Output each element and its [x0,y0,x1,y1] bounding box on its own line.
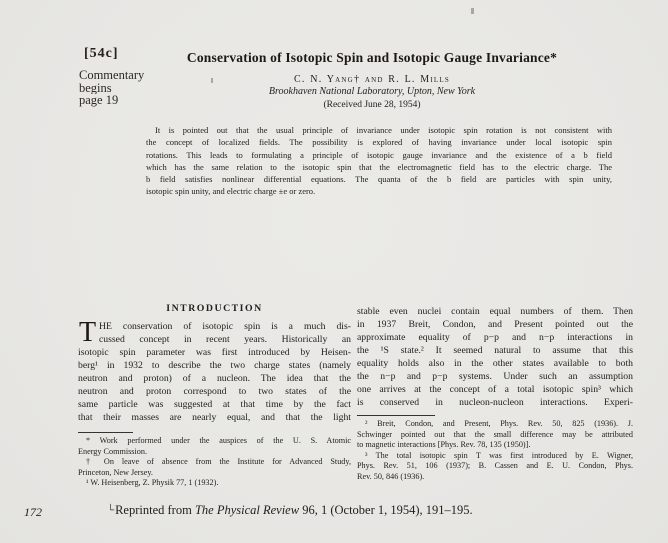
article-title: Conservation of Isotopic Spin and Isotopic Gauge Invariance* [186,50,558,65]
section-heading: INTRODUCTION [166,303,263,314]
footnote-entry [78,436,351,457]
text-line: stable even nuclei contain equal numbers of them. Then [357,306,633,317]
right-column [357,305,633,482]
text-line: equality holds also in the other states available to both [357,358,633,369]
text-line: begins [79,81,112,94]
footer-citation [107,503,473,518]
right-footnote-entries [357,419,633,482]
footnote-separator-rule [78,432,133,433]
abstract [146,124,612,198]
journal-name: The Physical Review [194,503,300,517]
text-line: the n−p and p−p systems. Under such an assumption [357,371,633,382]
text-line: that their masses are nearly equal, and that the light [78,412,351,423]
dropcap-letter: T [79,317,97,348]
left-footnotes [78,432,351,489]
text-line: isotopic spin parameter was first introduced by Heisen- [78,347,351,358]
text-line: It is pointed out that the usual principle of invariance under isotopic spin rotation is not consistent with [155,125,612,135]
footer-citation-suffix: 96, 1 (October 1, 1954), 191–195. [299,503,473,517]
text-line: rotations. This leads to formulating a principle of isotopic gauge invariance and the existence of a b field [146,149,612,160]
affiliation: Brookhaven National Laboratory, Upton, New York [268,86,476,97]
footnote-line: ² Breit, Condon, and Present, Phys. Rev. 50, 825 (1936). J. [365,419,633,428]
text-line: which has the same relation to the isotopic spin that the electromagnetic field has to the electric charge. The [146,161,612,172]
paper-number-label: [54c] [84,46,119,61]
text-line: neutron and proton) of a nucleon. The idea that the [78,373,351,384]
text-line: neutron and proton correspond to two states of the [78,386,351,397]
left-column-text [78,317,351,424]
text-line: is conserved in nucleon-nucleon interactions. Experi- [357,397,633,408]
footnote-line: † On leave of absence from the Institute for Advanced Study, [86,457,351,466]
page-number: 172 [24,505,42,519]
text-line: HE conservation of isotopic spin is a much dis- [99,321,351,332]
authors-byline: C. N. Yang† and R. L. Mills [294,74,450,85]
scan-artifact [471,8,474,14]
right-column-text [357,305,633,409]
text-line: approximate equality of p−p and n−p interactions in [357,332,633,343]
left-footnote-entries [78,436,351,489]
footnote-line: to magnetic interactions [Phys. Rev. 78, 135 (1950)]. [357,440,531,449]
text-line: page 19 [79,94,119,107]
footnote-line: Rev. 50, 846 (1936). [357,471,425,481]
text-line: berg¹ in 1932 to describe the two charge states (namely [78,360,351,371]
right-footnotes [357,415,633,482]
received-date: (Received June 28, 1954) [323,100,421,110]
text-line: one arrives at the concept of a total isotopic spin³ which [357,384,633,395]
footnote-line: ³ The total isotopic spin T was first introduced by E. Wigner, [365,450,633,460]
text-line: b field satisfies nonlinear differential equations. The quanta of the b field are particles with spin unity, [146,174,612,185]
footer-citation-prefix: Reprinted from [115,503,195,517]
left-column [78,303,351,489]
footnote-line: Phys. Rev. 51, 106 (1937); B. Cassen and E. U. Condon, Phys. [357,461,633,470]
footnote-line: Schwinger pointed out that the small difference may be attributed [357,429,633,439]
footnote-line: ¹ W. Heisenberg, Z. Physik 77, 1 (1932). [86,478,219,487]
footnote-entry [357,451,633,483]
text-line: cussed concept in recent years. Historically an [99,334,351,345]
text-line: isotopic spin unity, and electric charge ±e or zero. [146,186,316,197]
text-line: same particle was suggested at that time by the fact [78,399,351,410]
text-line: the ¹S state.² It seemed natural to assume that this [357,345,633,356]
footnote-line: * Work performed under the auspices of the U. S. Atomic [86,436,351,445]
article-header [104,50,640,110]
footnote-line: Energy Commission. [78,446,147,456]
text-line: in 1937 Breit, Condon, and Present pointed out the [357,319,633,330]
footnote-entry [357,419,633,451]
text-line: Commentary [79,69,145,82]
footnote-entry [78,478,351,489]
footnote-line: Princeton, New Jersey. [78,467,153,477]
corner-mark: └ [107,505,115,516]
footnote-separator-rule [357,415,435,416]
text-line: the concept of localized fields. The possibility is explored of having invariance under local isotopic spin [146,137,612,148]
footnote-entry [78,457,351,478]
